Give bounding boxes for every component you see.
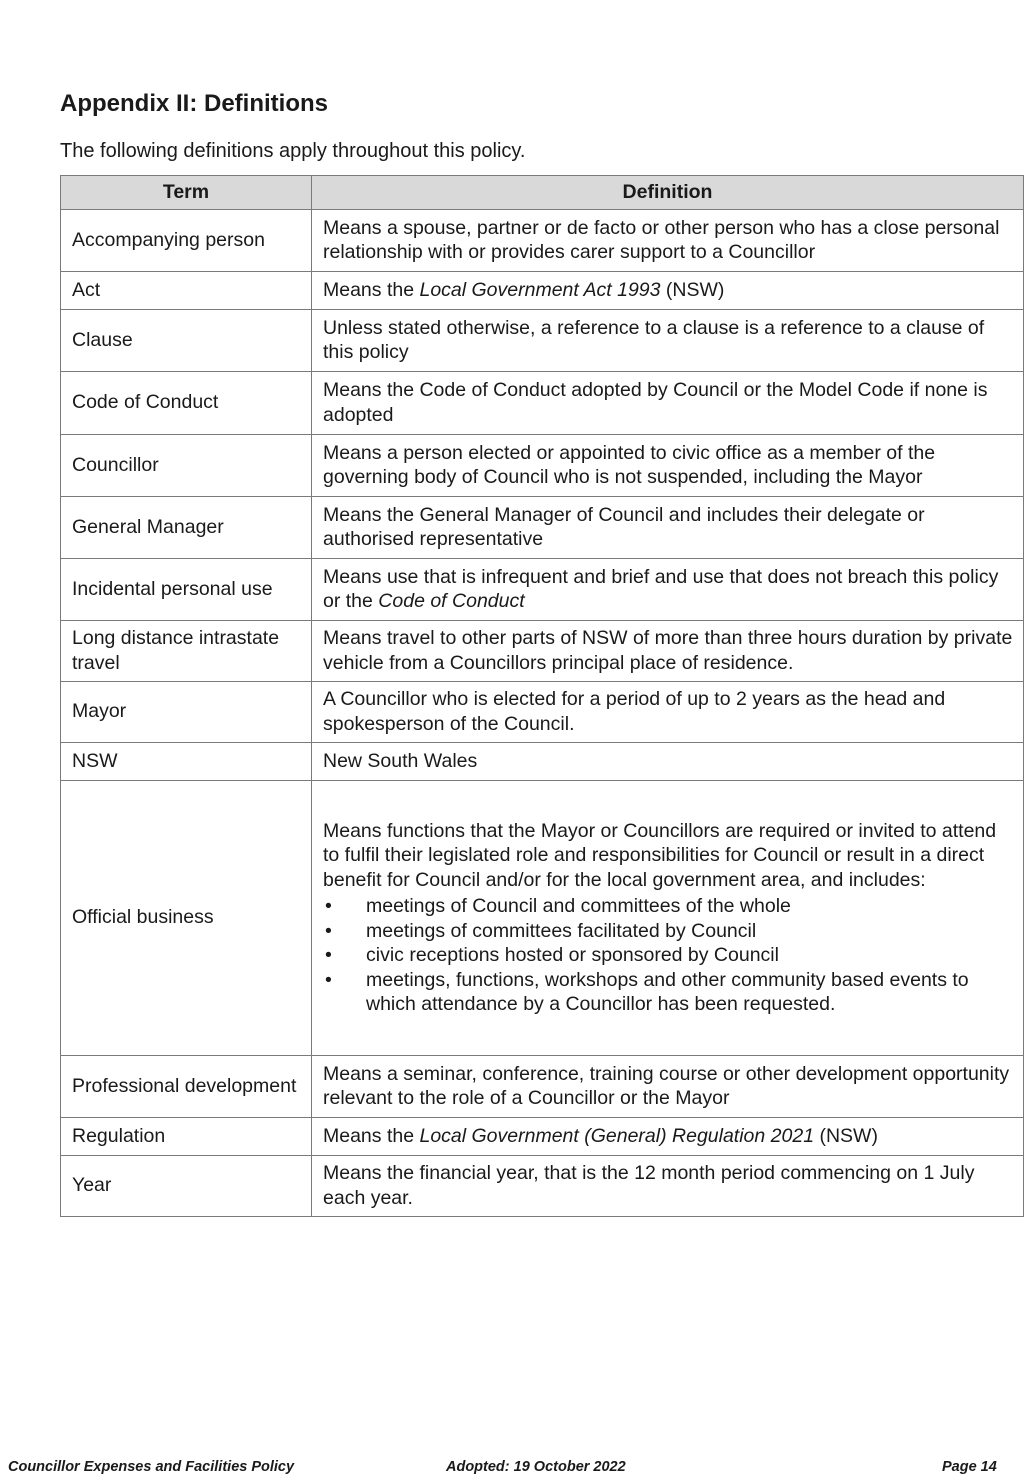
- term-cell: Councillor: [61, 435, 312, 497]
- definition-cell: Means the Code of Conduct adopted by Council or the Model Code if none is adopted: [312, 372, 1024, 435]
- table-row: [61, 372, 1024, 435]
- bullet-item: • meetings, functions, workshops and other community based events to which attendance by a Councillor has been requested.: [323, 968, 1015, 1017]
- definition-cell: Unless stated otherwise, a reference to a clause is a reference to a clause of this policy: [312, 310, 1024, 372]
- table-row: [61, 497, 1024, 559]
- table-row: [61, 435, 1024, 497]
- definition-cell: A Councillor who is elected for a period of up to 2 years as the head and spokesperson of the Council.: [312, 682, 1024, 743]
- table-row: [61, 781, 1024, 1056]
- definition-cell: Means a person elected or appointed to civic office as a member of the governing body of Council who is not suspended, including the Mayor: [312, 435, 1024, 497]
- definition-cell: [312, 272, 1024, 310]
- definition-cell: Means the financial year, that is the 12 month period commencing on 1 July each year.: [312, 1156, 1024, 1217]
- table-row: [61, 559, 1024, 621]
- term-cell: Year: [61, 1156, 312, 1217]
- term-cell: Regulation: [61, 1118, 312, 1156]
- term-cell: NSW: [61, 743, 312, 781]
- definition-cell: Means a seminar, conference, training course or other development opportunity relevant to the role of a Councillor or the Mayor: [312, 1056, 1024, 1118]
- table-row: [61, 272, 1024, 310]
- definition-cell: [312, 559, 1024, 621]
- term-cell: Professional development: [61, 1056, 312, 1118]
- definition-text: Means use that is infrequent and brief and use that does not breach this policy or the: [323, 565, 999, 612]
- table-row: [61, 310, 1024, 372]
- table-row: [61, 1118, 1024, 1156]
- definition-text: (NSW): [814, 1124, 878, 1147]
- definitions-table: [60, 175, 1024, 1217]
- table-row: [61, 682, 1024, 743]
- definition-text: Means functions that the Mayor or Councillors are required or invited to attend to fulfil their legislated role and responsibilities for Council or result in a direct benefit for Council and/or for the local government area, and includes:: [323, 819, 997, 891]
- definition-cell: Means a spouse, partner or de facto or other person who has a close personal relationship with or provides carer support to a Councillor: [312, 210, 1024, 272]
- definition-cell: [312, 1118, 1024, 1156]
- term-cell: Code of Conduct: [61, 372, 312, 435]
- definition-text: Means the: [323, 1124, 420, 1147]
- bullet-item: • civic receptions hosted or sponsored by Council: [323, 943, 1015, 968]
- term-cell: Act: [61, 272, 312, 310]
- term-cell: Accompanying person: [61, 210, 312, 272]
- definition-bullet-list: [323, 894, 1015, 1017]
- definition-cell: New South Wales: [312, 743, 1024, 781]
- table-header-row: [61, 176, 1024, 210]
- footer-policy-title: Councillor Expenses and Facilities Policy: [8, 1459, 295, 1475]
- table-row: [61, 621, 1024, 682]
- term-cell: Long distance intrastate travel: [61, 621, 312, 682]
- term-cell: Official business: [61, 781, 312, 1056]
- definition-cell: Means travel to other parts of NSW of more than three hours duration by private vehicle from a Councillors principal place of residence.: [312, 621, 1024, 682]
- footer-page-number: Page 14: [942, 1459, 997, 1475]
- column-header-term: Term: [61, 176, 312, 210]
- term-cell: Incidental personal use: [61, 559, 312, 621]
- table-row: [61, 210, 1024, 272]
- table-row: [61, 1056, 1024, 1118]
- definition-italic-text: Local Government Act 1993: [419, 278, 661, 301]
- definition-italic-text: Local Government (General) Regulation 2021: [419, 1124, 815, 1147]
- definition-text: (NSW): [660, 278, 725, 301]
- term-cell: General Manager: [61, 497, 312, 559]
- bullet-item: • meetings of Council and committees of the whole: [323, 894, 1015, 919]
- definition-cell: [312, 781, 1024, 1056]
- definition-italic-text: Code of Conduct: [378, 590, 525, 612]
- page-heading: Appendix II: Definitions: [60, 90, 328, 117]
- intro-text: The following definitions apply throughout this policy.: [60, 140, 526, 162]
- table-row: [61, 743, 1024, 781]
- term-cell: Clause: [61, 310, 312, 372]
- term-cell: Mayor: [61, 682, 312, 743]
- definition-cell: Means the General Manager of Council and includes their delegate or authorised representative: [312, 497, 1024, 559]
- column-header-definition: Definition: [312, 176, 1024, 210]
- definition-text: Means the: [323, 278, 420, 301]
- bullet-item: • meetings of committees facilitated by Council: [323, 919, 1015, 944]
- table-row: [61, 1156, 1024, 1217]
- footer-adopted-date: Adopted: 19 October 2022: [446, 1459, 626, 1475]
